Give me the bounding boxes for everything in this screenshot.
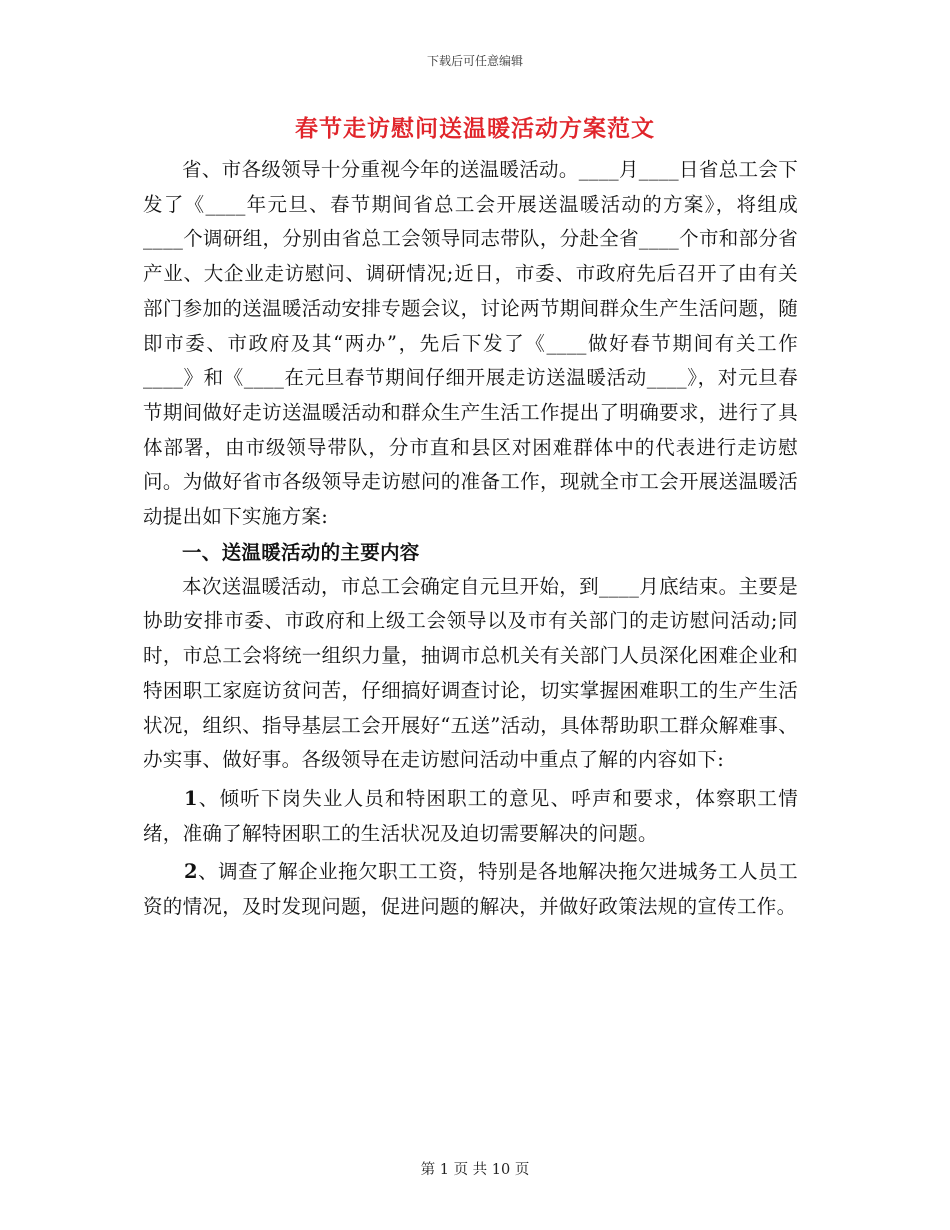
- section-heading: 一、送温暖活动的主要内容: [182, 540, 420, 564]
- list-item-text: 、倾听下岗失业人员和特困职工的意见、呼声和要求，体察职工情绪，准确了解特困职工的生活状况及迫切需要解决的问题。: [143, 786, 798, 845]
- list-item-text: 、调查了解企业拖欠职工工资，特别是各地解决拖欠进城务工人员工资的情况，及时发现问题，促进问题的解决，并做好政策法规的宣传工作。: [143, 860, 798, 919]
- list-item: [143, 855, 798, 924]
- document-title: 春节走访慰问送温暖活动方案范文: [295, 115, 655, 142]
- document-body: [143, 153, 798, 925]
- list-item: [143, 782, 798, 851]
- header-note: 下载后可任意编辑: [426, 54, 523, 68]
- list-item-number: 2: [184, 860, 198, 884]
- page-footer: 第 1 页 共 10 页: [420, 1162, 530, 1178]
- list-item-number: 1: [184, 786, 198, 810]
- section-body-paragraph: 本次送温暖活动，市总工会确定自元旦开始，到____月底结束。主要是协助安排市委、市政府和上级工会领导以及市有关部门的走访慰问活动;同时，市总工会将统一组织力量，抽调市总机关有关部门人员深化困难企业和特困职工家庭访贫问苦，仔细搞好调查讨论，切实掌握困难职工的生产生活状况，组织、指导基层工会开展好“五送”活动，具体帮助职工群众解难事、办实事、做好事。各级领导在走访慰问活动中重点了解的内容如下:: [143, 574, 798, 772]
- intro-paragraph: 省、市各级领导十分重视今年的送温暖活动。____月____日省总工会下发了《____年元旦、春节期间省总工会开展送温暖活动的方案》，将组成____个调研组，分别由省总工会领导同志带队，分赴全省____个市和部分省产业、大企业走访慰问、调研情况;近日，市委、市政府先后召开了由有关部门参加的送温暖活动安排专题会议，讨论两节期间群众生产生活问题，随即市委、市政府及其“两办”，先后下发了《____做好春节期间有关工作____》和《____在元旦春节期间仔细开展走访送温暖活动____》，对元旦春节期间做好走访送温暖活动和群众生产生活工作提出了明确要求，进行了具体部署，由市级领导带队，分市直和县区对困难群体中的代表进行走访慰问。为做好省市各级领导走访慰问的准备工作，现就全市工会开展送温暖活动提出如下实施方案:: [143, 158, 798, 529]
